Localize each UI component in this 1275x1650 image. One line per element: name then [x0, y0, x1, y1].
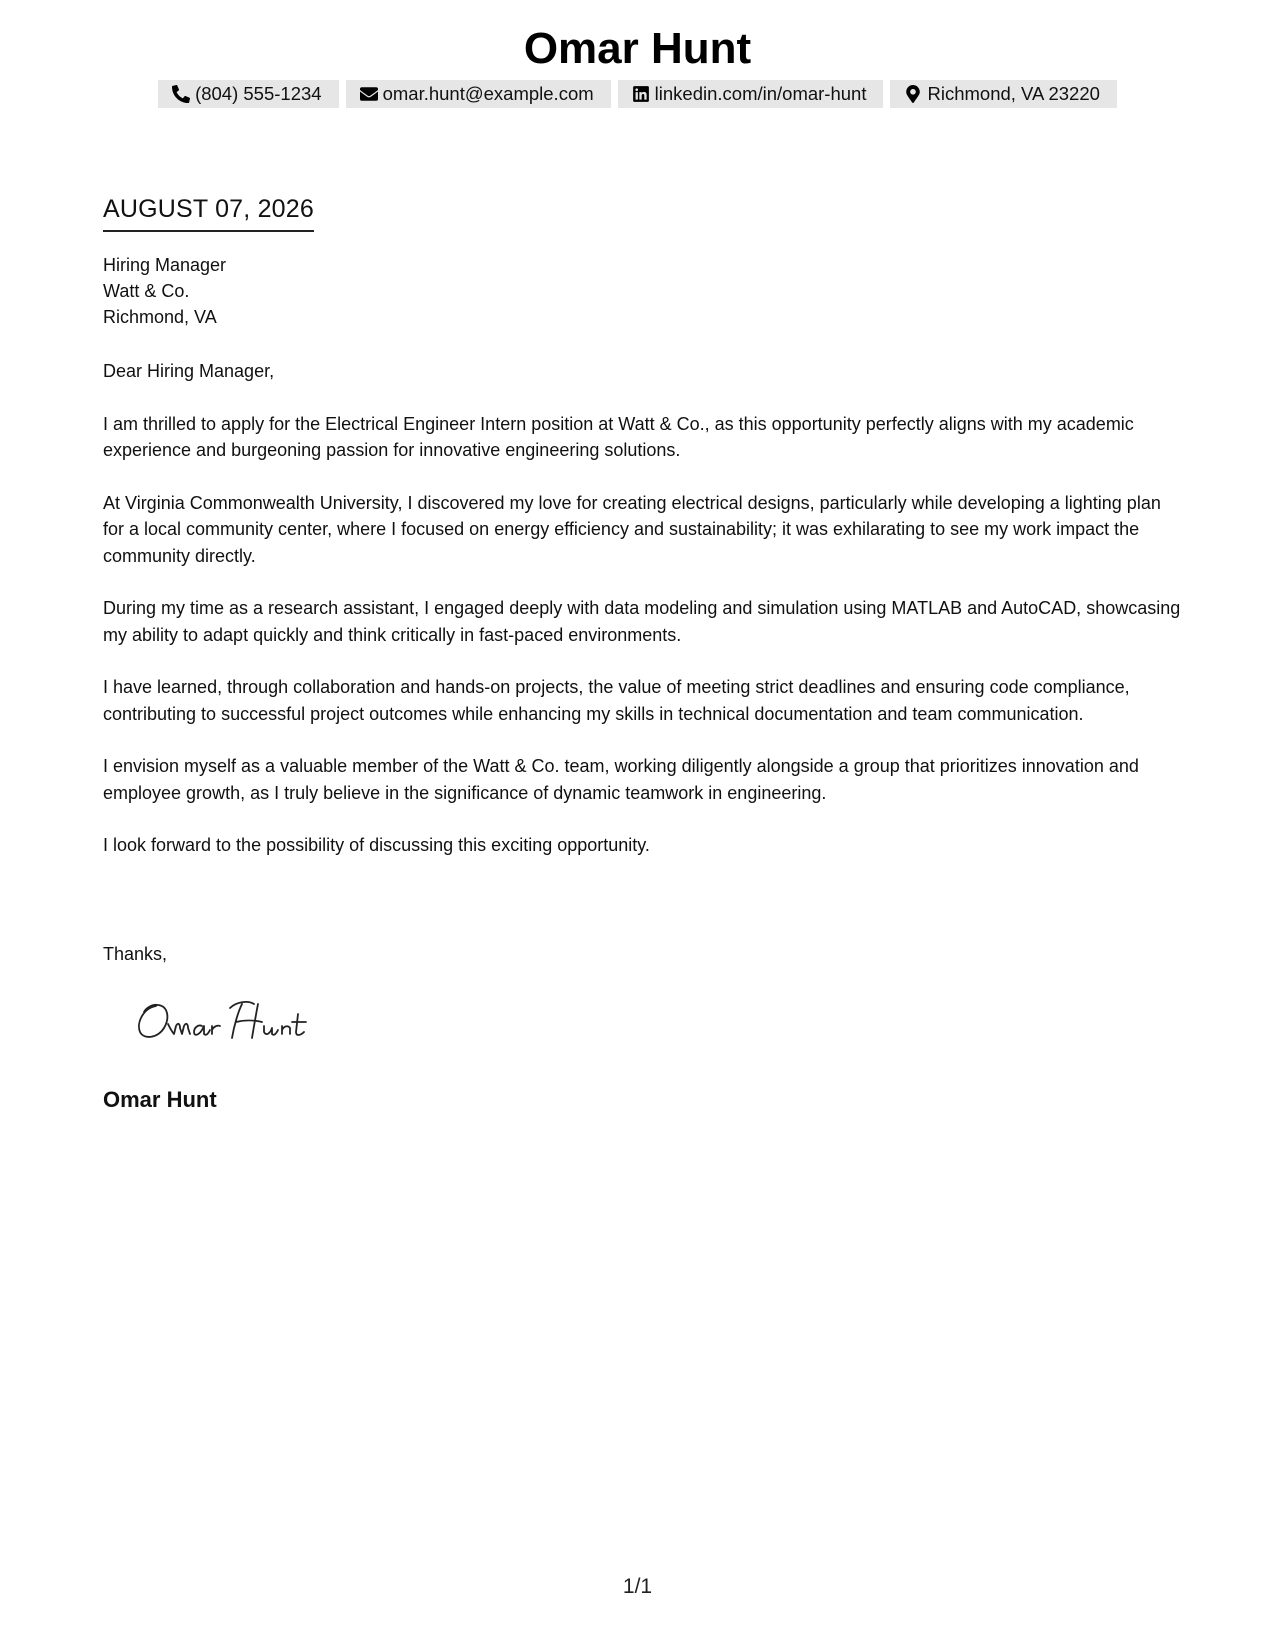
contact-linkedin: [618, 80, 884, 108]
body-paragraph: I envision myself as a valuable member of the Watt & Co. team, working diligently alongside a group that prioritizes innovation and employee growth, as I truly believe in the significance of dynamic teamwork in engineering.: [103, 756, 1139, 803]
body-paragraph: I am thrilled to apply for the Electrical Engineer Intern position at Watt & Co., as this opportunity perfectly aligns with my academic experience and burgeoning passion for innovative engineering solutions.: [103, 413, 1134, 460]
letter-date: AUGUST 07, 2026: [103, 192, 314, 232]
contact-location: [890, 80, 1116, 108]
contact-phone-text: (804) 555-1234: [195, 83, 322, 104]
recipient-title: Hiring Manager: [103, 255, 227, 275]
applicant-name-heading: Omar Hunt: [523, 24, 752, 73]
contact-linkedin-text: linkedin.com/in/omar-hunt: [654, 83, 867, 104]
salutation: Dear Hiring Manager,: [103, 361, 275, 381]
recipient-location: Richmond, VA: [103, 307, 217, 327]
letter-date-block: [103, 192, 314, 232]
phone-icon: [172, 85, 190, 103]
page-number: 1/1: [622, 1575, 653, 1598]
map-marker-icon: [904, 85, 922, 103]
handwritten-signature: [132, 992, 332, 1048]
linkedin-icon: [632, 85, 650, 103]
recipient-company: Watt & Co.: [103, 281, 190, 301]
body-paragraph: I look forward to the possibility of discussing this exciting opportunity.: [103, 835, 650, 855]
body-paragraph: I have learned, through collaboration and hands-on projects, the value of meeting strict deadlines and ensuring code compliance, contributing to successful project outcomes while enhancing my skills in technical documentation and team communication.: [103, 677, 1130, 724]
contact-email-text: omar.hunt@example.com: [382, 83, 594, 104]
signer-name: Omar Hunt: [103, 1087, 217, 1112]
contact-email: [346, 80, 611, 108]
contact-phone: [158, 80, 339, 108]
body-paragraph: At Virginia Commonwealth University, I discovered my love for creating electrical designs, particularly while developing a lighting plan for a local community center, where I focused on energy efficiency and sustainability; it was exhilarating to see my work impact the community directly.: [103, 492, 1161, 566]
contact-location-text: Richmond, VA 23220: [927, 83, 1100, 104]
contact-bar: [0, 80, 1275, 108]
envelope-icon: [360, 85, 378, 103]
body-paragraph: During my time as a research assistant, I engaged deeply with data modeling and simulation using MATLAB and AutoCAD, showcasing my ability to adapt quickly and think critically in fast-paced environments.: [103, 598, 1181, 645]
letter-closing: Thanks,: [103, 944, 168, 964]
letter-body: [103, 358, 1183, 885]
recipient-address: [103, 252, 226, 330]
